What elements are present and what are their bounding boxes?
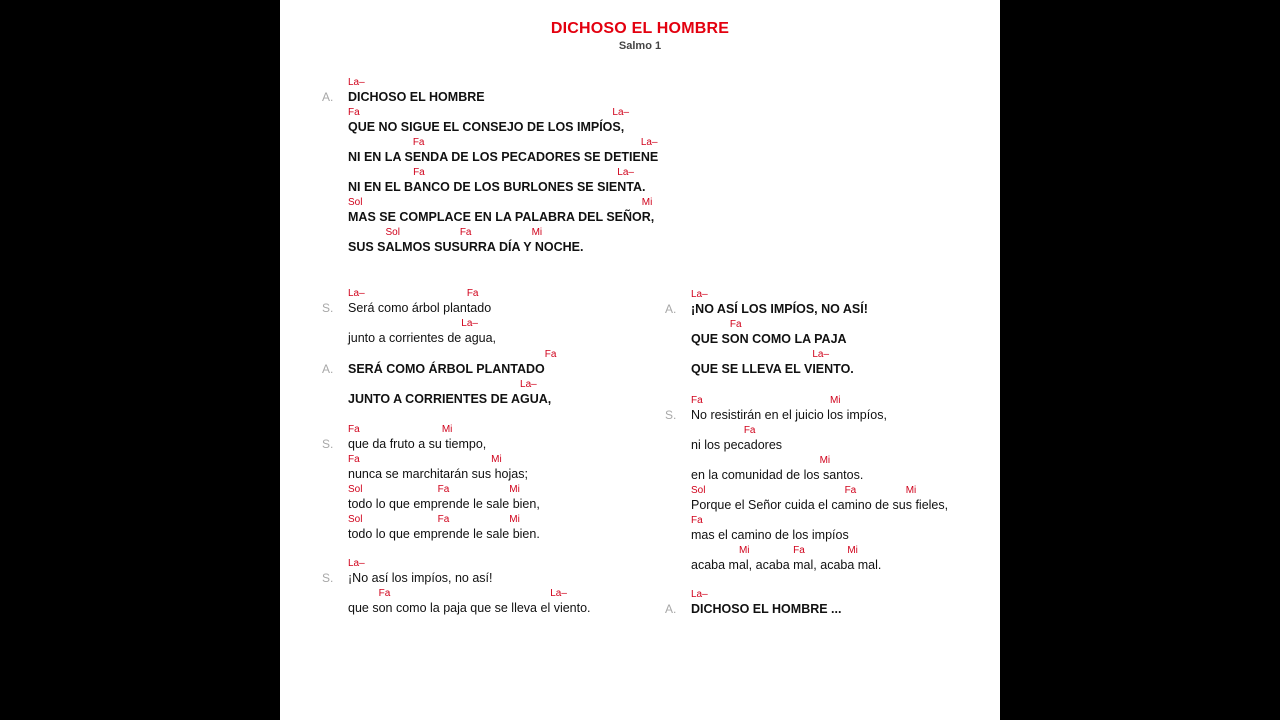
chord-label: Fa xyxy=(691,515,703,526)
chord-label: Sol xyxy=(348,484,363,495)
lyric-line xyxy=(322,424,540,454)
lyric-text: NI EN EL BANCO DE LOS BURLONES SE SIENTA. xyxy=(348,180,646,194)
lyric-text: No resistirán en el juicio los impíos, xyxy=(691,408,887,422)
lyric-line xyxy=(322,558,591,588)
chord-label: Mi xyxy=(491,454,502,465)
chord-row xyxy=(691,515,948,526)
chord-row xyxy=(348,379,551,390)
chord-label: La– xyxy=(520,379,537,390)
chord-label: Mi xyxy=(641,197,653,208)
lyric-text: ¡No así los impíos, no así! xyxy=(348,571,493,585)
song-title: DICHOSO EL HOMBRE xyxy=(550,20,730,37)
lyric-text: SUS SALMOS SUSURRA DÍA Y NOCHE. xyxy=(348,240,584,254)
chord-row xyxy=(691,349,868,360)
stanza xyxy=(322,558,591,618)
lyric-line xyxy=(348,318,496,348)
chord-label: Mi xyxy=(847,545,858,556)
chord-row xyxy=(348,107,658,118)
chord-row xyxy=(691,425,948,436)
chord-row xyxy=(691,485,948,496)
lyric-line xyxy=(665,589,842,619)
lyric-line xyxy=(348,137,658,167)
lyric-text: QUE SE LLEVA EL VIENTO. xyxy=(691,362,854,376)
lyric-text: acaba mal, acaba mal, acaba mal. xyxy=(691,558,882,572)
chord-row xyxy=(348,588,591,599)
lyric-line xyxy=(691,485,948,515)
chord-label: Fa xyxy=(466,288,479,299)
chord-label: Fa xyxy=(437,484,450,495)
lyric-text: MAS SE COMPLACE EN LA PALABRA DEL SEÑOR, xyxy=(348,210,655,224)
lyric-line xyxy=(322,288,496,318)
chord-label: Sol xyxy=(348,197,363,208)
lyric-line xyxy=(348,484,540,514)
chord-label: Fa xyxy=(437,514,450,525)
lyric-text: todo lo que emprende le sale bien, xyxy=(348,497,540,511)
voice-marker: A. xyxy=(322,90,334,104)
chord-label: Mi xyxy=(509,484,520,495)
lyric-text: NI EN LA SENDA DE LOS PECADORES SE DETIENE xyxy=(348,150,659,164)
lyric-line xyxy=(322,77,658,107)
chord-row xyxy=(348,318,496,329)
chord-label: La– xyxy=(612,107,630,118)
lyric-text: DICHOSO EL HOMBRE ... xyxy=(691,602,842,616)
chord-label: Mi xyxy=(905,485,917,496)
lyric-text: que son como la paja que se lleva el viento. xyxy=(348,601,591,615)
chord-label: Fa xyxy=(729,319,742,330)
chord-label: La– xyxy=(617,167,634,178)
chord-row xyxy=(691,455,948,466)
lyric-line xyxy=(348,107,658,137)
lyric-line xyxy=(348,588,591,618)
chord-row xyxy=(348,167,658,178)
lyric-line xyxy=(348,379,551,409)
chord-label: Sol xyxy=(691,485,706,496)
chord-label: La– xyxy=(691,289,708,300)
chord-row xyxy=(691,589,841,600)
lyric-line xyxy=(691,545,948,575)
chord-label: Fa xyxy=(844,485,857,496)
voice-marker: S. xyxy=(322,437,334,451)
chord-label: Fa xyxy=(378,588,391,599)
lyric-text: ni los pecadores xyxy=(691,438,783,452)
lyric-text: JUNTO A CORRIENTES DE AGUA, xyxy=(348,392,552,406)
lyric-text: DICHOSO EL HOMBRE xyxy=(348,90,485,104)
lyric-line xyxy=(348,454,540,484)
chord-label: Fa xyxy=(691,395,703,406)
chord-label: Mi xyxy=(509,514,520,525)
chord-row xyxy=(348,484,540,495)
lyric-line xyxy=(691,349,868,379)
voice-marker: S. xyxy=(322,571,334,585)
lyric-text: todo lo que emprende le sale bien. xyxy=(348,527,540,541)
chord-label: Mi xyxy=(819,455,831,466)
chord-label: Fa xyxy=(413,167,425,178)
chord-label: Fa xyxy=(412,137,425,148)
chord-label: Sol xyxy=(385,227,400,238)
lyric-text: Será como árbol plantado xyxy=(348,301,492,315)
lyric-text: nunca se marchitarán sus hojas; xyxy=(348,467,528,481)
lyric-text: junto a corrientes de agua, xyxy=(348,331,497,345)
stanza xyxy=(665,395,949,575)
chord-label: Fa xyxy=(348,424,360,435)
chord-row xyxy=(348,137,658,148)
chord-label: Fa xyxy=(459,227,472,238)
song-subtitle: Salmo 1 xyxy=(618,40,662,52)
lyric-text: QUE NO SIGUE EL CONSEJO DE LOS IMPÍOS, xyxy=(348,120,625,134)
voice-marker: A. xyxy=(665,602,677,616)
chord-row xyxy=(348,288,496,299)
chord-row xyxy=(348,197,658,208)
chord-label: Mi xyxy=(738,545,750,556)
chord-row xyxy=(691,319,868,330)
chord-row xyxy=(348,227,658,238)
chord-row xyxy=(348,349,557,360)
stanza xyxy=(665,289,868,379)
chord-row xyxy=(348,558,591,569)
lyric-text: QUE SON COMO LA PAJA xyxy=(691,332,847,346)
chord-label: Sol xyxy=(348,514,363,525)
chord-label: Mi xyxy=(829,395,841,406)
chord-row xyxy=(348,514,540,525)
chord-row xyxy=(348,77,658,88)
lyric-line xyxy=(691,319,868,349)
stanza xyxy=(322,424,540,544)
voice-marker: S. xyxy=(665,408,677,422)
lyric-line xyxy=(348,514,540,544)
voice-marker: A. xyxy=(665,302,677,316)
chord-label: Fa xyxy=(544,349,557,360)
stanza xyxy=(665,589,842,619)
voice-marker: S. xyxy=(322,301,334,315)
lyric-line xyxy=(691,425,948,455)
chord-label: La– xyxy=(640,137,658,148)
lyric-text: Porque el Señor cuida el camino de sus fieles, xyxy=(691,498,949,512)
lyric-line xyxy=(691,515,948,545)
chord-label: Fa xyxy=(348,107,360,118)
voice-marker: A. xyxy=(322,362,334,376)
lyric-line xyxy=(665,395,948,425)
chord-row xyxy=(691,545,948,556)
lyric-text: SERÁ COMO ÁRBOL PLANTADO xyxy=(348,362,545,376)
stanza xyxy=(322,288,497,348)
chord-label: La– xyxy=(691,589,708,600)
lyric-text: en la comunidad de los santos. xyxy=(691,468,864,482)
chord-row xyxy=(691,289,868,300)
lyric-line xyxy=(348,167,658,197)
chord-label: Mi xyxy=(441,424,453,435)
chord-row xyxy=(348,424,540,435)
chord-row xyxy=(348,454,540,465)
chord-label: Fa xyxy=(743,425,756,436)
chord-label: La– xyxy=(348,77,365,88)
chord-row xyxy=(691,395,948,406)
lyric-line xyxy=(348,197,658,227)
lyric-line xyxy=(322,349,557,379)
lyric-line xyxy=(348,227,658,257)
lyric-line xyxy=(691,455,948,485)
chord-label: La– xyxy=(348,558,365,569)
lyric-text: que da fruto a su tiempo, xyxy=(348,437,487,451)
chord-label: Fa xyxy=(793,545,805,556)
chord-label: La– xyxy=(348,288,365,299)
chord-label: La– xyxy=(550,588,567,599)
lyric-text: ¡NO ASÍ LOS IMPÍOS, NO ASÍ! xyxy=(691,302,868,316)
stanza xyxy=(322,349,557,409)
lyric-line xyxy=(665,289,868,319)
lyrics-sheet xyxy=(280,0,1000,720)
chord-label: La– xyxy=(812,349,830,360)
chord-label: La– xyxy=(461,318,478,329)
stanza xyxy=(322,77,659,257)
chord-label: Fa xyxy=(348,454,360,465)
chord-label: Mi xyxy=(531,227,543,238)
lyric-text: mas el camino de los impíos xyxy=(691,528,849,542)
